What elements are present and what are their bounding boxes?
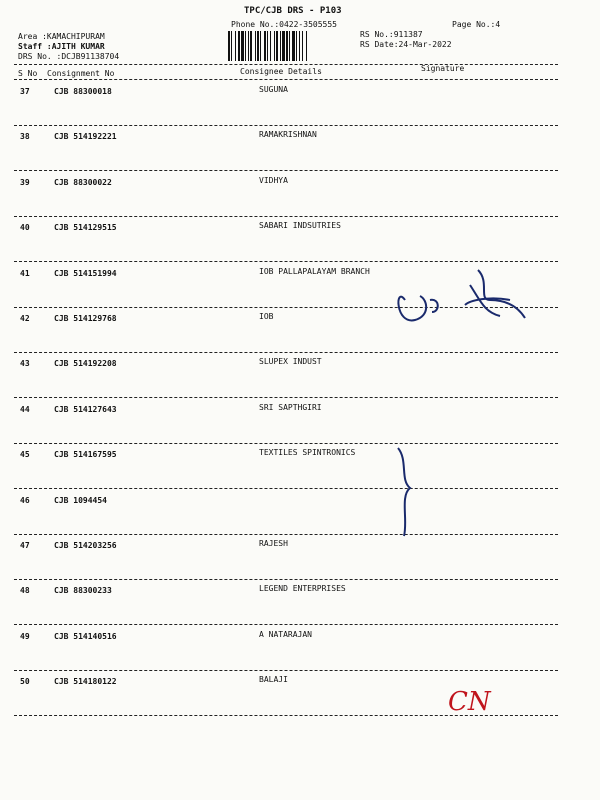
- row-consignment-no: CJB 88300233: [54, 586, 112, 596]
- row-consignee: SUGUNA: [259, 85, 288, 94]
- row-sno: 44: [20, 404, 30, 414]
- row-consignment-no: CJB 514127643: [54, 404, 117, 414]
- row-consignee: RAMAKRISHNAN: [259, 130, 317, 140]
- row-divider: [14, 715, 558, 716]
- row-divider: [14, 624, 558, 625]
- area-label: Area :KAMACHIPURAM: [18, 32, 105, 41]
- signature-43: Devikumar: [427, 372, 533, 394]
- row-consignee: VIDHYA: [259, 175, 288, 185]
- row-divider: [14, 307, 558, 308]
- signature-49: Natarajan: [452, 653, 539, 673]
- row-consignment-no: CJB 514140516: [54, 631, 117, 641]
- row-consignment-no: CJB 514180122: [54, 677, 117, 687]
- row-sno: 41: [20, 268, 30, 278]
- row-consignment-no: CJB 88300022: [54, 177, 112, 187]
- row-sno: 38: [20, 132, 30, 142]
- row-sno: 43: [20, 359, 30, 369]
- rs-date: RS Date:24-Mar-2022: [360, 40, 452, 49]
- row-divider: [14, 488, 558, 489]
- staff-label: Staff :AJITH KUMAR: [18, 42, 105, 51]
- signature-44: Vijay: [425, 416, 470, 437]
- row-consignment-no: CJB 514192221: [54, 132, 117, 142]
- row-divider: [14, 170, 558, 171]
- row-divider: [14, 261, 558, 262]
- signature-37: Sugunya: [400, 93, 476, 113]
- row-consignment-no: CJB 514167595: [54, 450, 117, 460]
- row-divider: [14, 397, 558, 398]
- rs-number: RS No.:911387: [360, 30, 423, 39]
- signature-38: Rakrishnan: [390, 141, 507, 165]
- col-header-consignee: Consignee Details: [240, 67, 322, 76]
- row-consignment-no: CJB 514203256: [54, 541, 117, 550]
- row-consignee: IOB PALLAPALAYAM BRANCH: [259, 266, 370, 276]
- row-consignee: RAJESH: [259, 539, 288, 548]
- table-row: [0, 493, 600, 538]
- table-row: [0, 629, 600, 674]
- signature-46: Ganeshkumar: [422, 487, 550, 508]
- row-consignee: TEXTILES SPINTRONICS: [259, 448, 356, 458]
- row-sno: 47: [20, 541, 30, 550]
- row-consignee: BALAJI: [259, 675, 288, 685]
- signature-40: Sabari: [433, 234, 493, 255]
- row-consignee: SLUPEX INDUST: [259, 357, 322, 367]
- row-divider: [14, 443, 558, 444]
- row-consignment-no: CJB 1094454: [54, 495, 107, 505]
- row-consignee: LEGEND ENTERPRISES: [259, 584, 346, 594]
- row-consignment-no: CJB 514192208: [54, 359, 117, 369]
- document-title: TPC/CJB DRS - P103: [244, 6, 342, 16]
- row-sno: 50: [20, 677, 30, 687]
- row-sno: 39: [20, 177, 30, 187]
- row-divider: [14, 216, 558, 217]
- row-consignment-no: CJB 88300018: [54, 87, 112, 96]
- table-row: [0, 266, 600, 311]
- row-consignment-no: CJB 514129515: [54, 223, 117, 233]
- row-consignee: IOB: [259, 312, 274, 321]
- row-consignee: SRI SAPTHGIRI: [259, 402, 322, 412]
- row-divider: [14, 670, 558, 671]
- row-sno: 42: [20, 314, 30, 323]
- header-divider: [14, 64, 558, 65]
- table-row: [0, 175, 600, 220]
- column-header-divider: [14, 79, 558, 80]
- row-divider: [14, 534, 558, 535]
- table-row: [0, 402, 600, 447]
- signature-48: Balaji: [440, 607, 487, 626]
- signature-39: Vidhya: [405, 186, 471, 208]
- table-row: [0, 447, 600, 492]
- page-number: Page No.:4: [452, 20, 501, 29]
- row-divider: [14, 125, 558, 126]
- row-consignment-no: CJB 514129768: [54, 314, 117, 323]
- table-row: [0, 356, 600, 401]
- row-sno: 48: [20, 586, 30, 596]
- row-divider: [14, 579, 558, 580]
- col-header-signature: Signature: [421, 64, 465, 73]
- row-sno: 49: [20, 631, 30, 641]
- table-row: [0, 129, 600, 174]
- phone-number: Phone No.:0422-3505555: [231, 20, 337, 29]
- signature-38-note: 8602/1105: [420, 164, 475, 175]
- row-sno: 45: [20, 450, 30, 460]
- barcode: [228, 31, 356, 61]
- row-divider: [14, 352, 558, 353]
- row-consignment-no: CJB 514151994: [54, 268, 117, 278]
- drs-number: DRS No. :DCJB91138704: [18, 52, 120, 61]
- table-row: [0, 220, 600, 265]
- row-sno: 46: [20, 495, 30, 505]
- row-consignee: A NATARAJAN: [259, 629, 312, 639]
- col-header-consignment: Consignment No: [47, 69, 115, 78]
- table-row: [0, 538, 600, 583]
- signature-50: CN: [448, 687, 491, 717]
- signature-44-note: 9976175862: [465, 432, 529, 443]
- table-row: [0, 311, 600, 356]
- signature-47: Rajesh: [443, 566, 509, 588]
- table-row: [0, 84, 600, 129]
- row-sno: 40: [20, 223, 30, 233]
- table-row: [0, 583, 600, 628]
- row-sno: 37: [20, 87, 30, 96]
- table-row: [0, 674, 600, 719]
- col-header-sno: S No: [18, 69, 38, 78]
- row-consignee: SABARI INDSUTRIES: [259, 221, 341, 231]
